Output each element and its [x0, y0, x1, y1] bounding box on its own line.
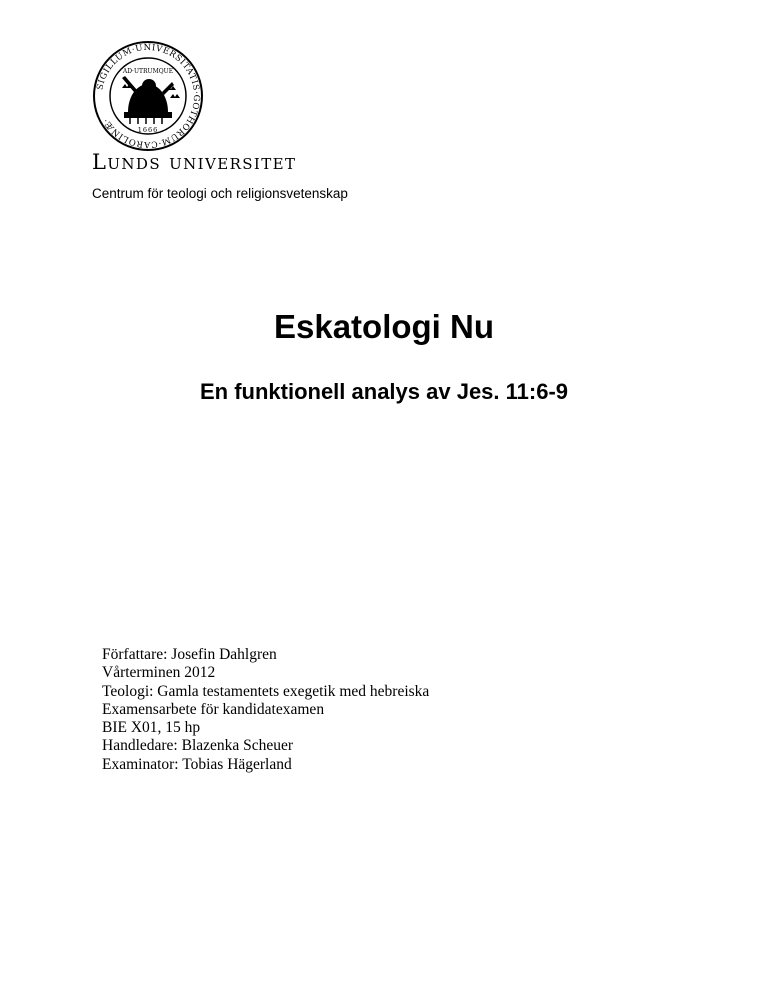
department-name: Centrum för teologi och religionsvetenskap — [92, 186, 348, 201]
svg-text:1666: 1666 — [137, 126, 159, 134]
examiner-line: Examinator: Tobias Hägerland — [102, 755, 292, 773]
document-subtitle: En funktionell analys av Jes. 11:6-9 — [199, 379, 569, 404]
university-seal-logo — [92, 40, 204, 152]
supervisor-line: Handledare: Blazenka Scheuer — [102, 737, 294, 755]
university-name-text: Lunds universitet — [92, 150, 297, 174]
document-title: Eskatologi Nu — [273, 308, 495, 345]
author-line: Författare: Josefin Dahlgren — [102, 646, 277, 663]
svg-text:SIGILLUM·UNIVERSITATIS·GOTHORU: SIGILLUM·UNIVERSITATIS·GOTHORUM·CAROLINÆ· — [95, 42, 202, 150]
course-code-line: BIE X01, 15 hp — [102, 719, 201, 737]
subject-line: Teologi: Gamla testamentets exegetik med hebreiska — [102, 682, 430, 700]
term-line: Vårterminen 2012 — [102, 664, 216, 682]
thesis-metadata-list — [102, 646, 429, 774]
degree-line: Examensarbete för kandidatexamen — [102, 700, 325, 718]
university-name — [92, 150, 296, 174]
svg-text:AD·UTRUMQUE: AD·UTRUMQUE — [122, 68, 174, 75]
